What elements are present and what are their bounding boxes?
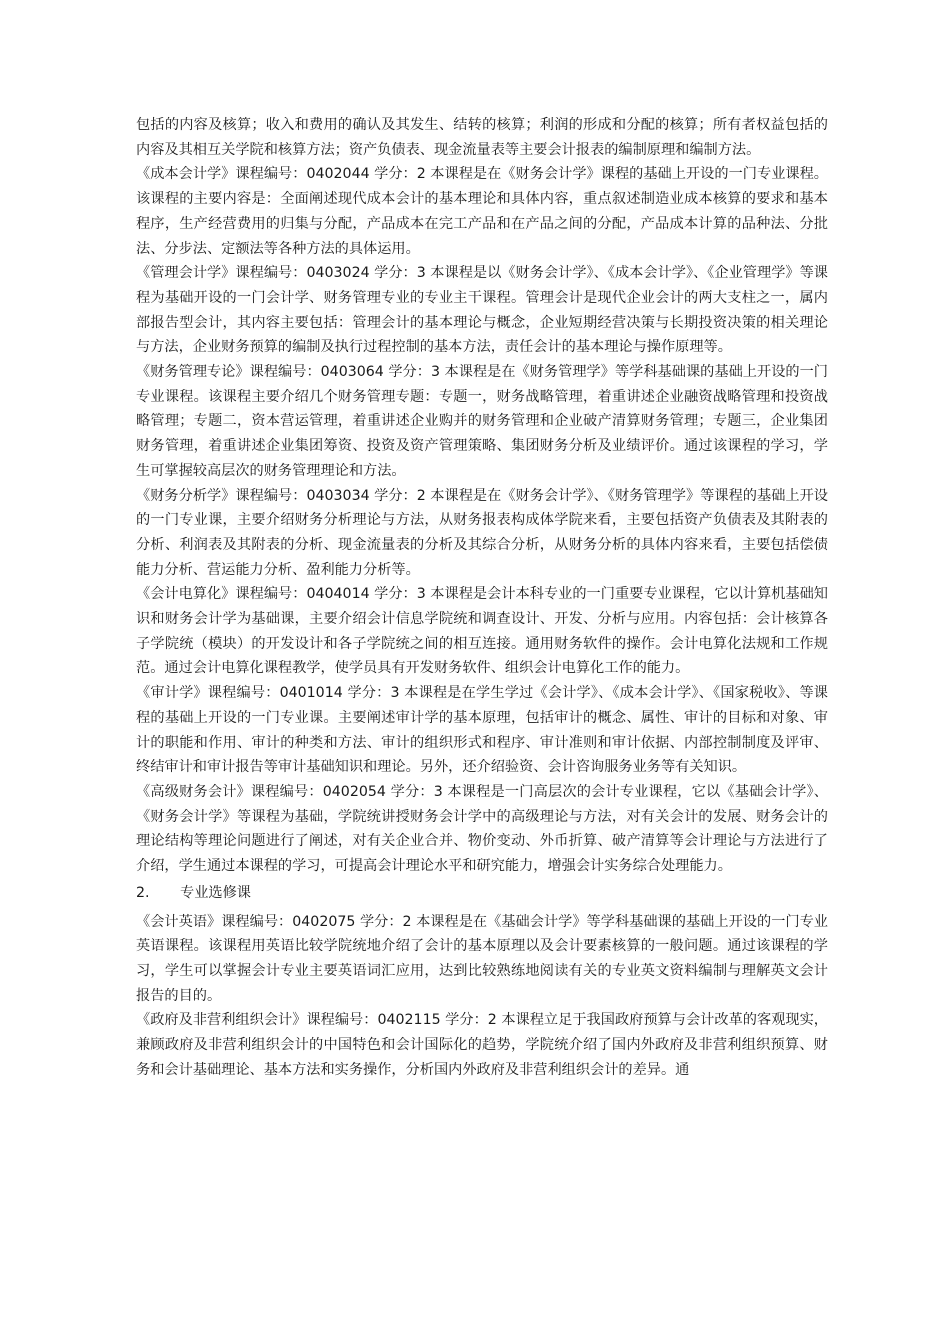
paragraph-accounting-english: 《会计英语》课程编号：0402075 学分：2 本课程是在《基础会计学》等学科基础课的基础上开设的一门专业英语课程。该课程用英语比较学院统地介绍了会计的基本原理以及会计要素核算的一般问题。通过该课程的学习，学生可以掌握会计专业主要英语词汇应用，达到比较熟练地阅读有关的专业英文资料编制与理解英文会计报告的目的。 bbox=[136, 913, 828, 1004]
paragraph-auditing: 《审计学》课程编号：0401014 学分：3 本课程是在学生学过《会计学》、《成本会计学》、《国家税收》、等课程的基础上开设的一门专业课。主要阐述审计学的基本原理，包括审计的概念、属性、审计的目标和对象、审计的职能和作用、审计的种类和方法、审计的组织形式和程序、审计准则和审计依据、内部控制制度及评审、终结审计和审计报告等审计基础知识和理论。另外，还介绍验资、会计咨询服务业务等有关知识。 bbox=[136, 685, 828, 776]
paragraph-government-nonprofit-accounting: 《政府及非营利组织会计》课程编号：0402115 学分：2 本课程立足于我国政府预算与会计改革的客观现实，兼顾政府及非营利组织会计的中国特色和会计国际化的趋势，学院统介绍了国内外政府及非营利组织预算、财务和会计基础理论、基本方法和实务操作，分析国内外政府及非营利组织会计的差异。通 bbox=[136, 1012, 828, 1078]
paragraph-accounting-computerization: 《会计电算化》课程编号：0404014 学分：3 本课程是会计本科专业的一门重要专业课程，它以计算机基础知识和财务会计学为基础课，主要介绍会计信息学院统和调查设计、开发、分析与应用。内容包括：会计核算各子学院统（模块）的开发设计和各子学院统之间的相互连接。通用财务软件的操作。会计电算化法规和工作规范。通过会计电算化课程教学，使学员具有开发财务软件、组织会计电算化工作的能力。 bbox=[136, 586, 828, 677]
section-number: 2. bbox=[136, 884, 150, 901]
paragraph-financial-management-topics: 《财务管理专论》课程编号：0403064 学分：3 本课程是在《财务管理学》等学科基础课的基础上开设的一门专业课程。该课程主要介绍几个财务管理专题：专题一，财务战略管理，着重讲述企业融资战略管理和投资战略管理；专题二，资本营运管理，着重讲述企业购并的财务管理和企业破产清算财务管理；专题三，企业集团财务管理，着重讲述企业集团筹资、投资及资产管理策略、集团财务分析及业绩评价。通过该课程的学习，学生可掌握较高层次的财务管理理论和方法。 bbox=[136, 364, 828, 479]
document-body bbox=[136, 113, 828, 1082]
paragraph-advanced-financial-accounting: 《高级财务会计》课程编号：0402054 学分：3 本课程是一门高层次的会计专业课程，它以《基础会计学》、《财务会计学》等课程为基础，学院统讲授财务会计学中的高级理论与方法，对有关会计的发展、财务会计的理论结构等理论问题进行了阐述，对有关企业合并、物价变动、外币折算、破产清算等会计理论与方法进行了介绍，学生通过本课程的学习，可提高会计理论水平和研究能力，增强会计实务综合处理能力。 bbox=[136, 783, 828, 875]
section-title: 专业选修课 bbox=[180, 884, 251, 901]
paragraph-management-accounting: 《管理会计学》课程编号：0403024 学分：3 本课程是以《财务会计学》、《成本会计学》、《企业管理学》等课程为基础开设的一门会计学、财务管理专业的专业主干课程。管理会计是现代企业会计的两大支柱之一，属内部报告型会计，其内容主要包括：管理会计的基本理论与概念，企业短期经营决策与长期投资决策的相关理论与方法，企业财务预算的编制及执行过程控制的基本方法，责任会计的基本理论与操作原理等。 bbox=[136, 265, 828, 356]
section-heading-electives bbox=[136, 881, 828, 906]
paragraph-cost-accounting: 《成本会计学》课程编号：0402044 学分：2 本课程是在《财务会计学》课程的基础上开设的一门专业课程。该课程的主要内容是：全面阐述现代成本会计的基本理论和具体内容，重点叙述制造业成本核算的要求和基本程序，生产经营费用的归集与分配，产品成本在完工产品和在产品之间的分配，产品成本计算的品种法、分批法、分步法、定额法等各种方法的具体运用。 bbox=[136, 166, 828, 257]
paragraph-accounting-content-continued: 包括的内容及核算；收入和费用的确认及其发生、结转的核算；利润的形成和分配的核算；所有者权益包括的内容及其相互关学院和核算方法；资产负债表、现金流量表等主要会计报表的编制原理和编制方法。 bbox=[136, 117, 828, 158]
paragraph-financial-analysis: 《财务分析学》课程编号：0403034 学分：2 本课程是在《财务会计学》、《财务管理学》等课程的基础上开设的一门专业课，主要介绍财务分析理论与方法，从财务报表构成体学院来看，主要包括资产负债表及其附表的分析、利润表及其附表的分析、现金流量表的分析及其综合分析，从财务分析的具体内容来看，主要包括偿债能力分析、营运能力分析、盈利能力分析等。 bbox=[136, 487, 828, 578]
